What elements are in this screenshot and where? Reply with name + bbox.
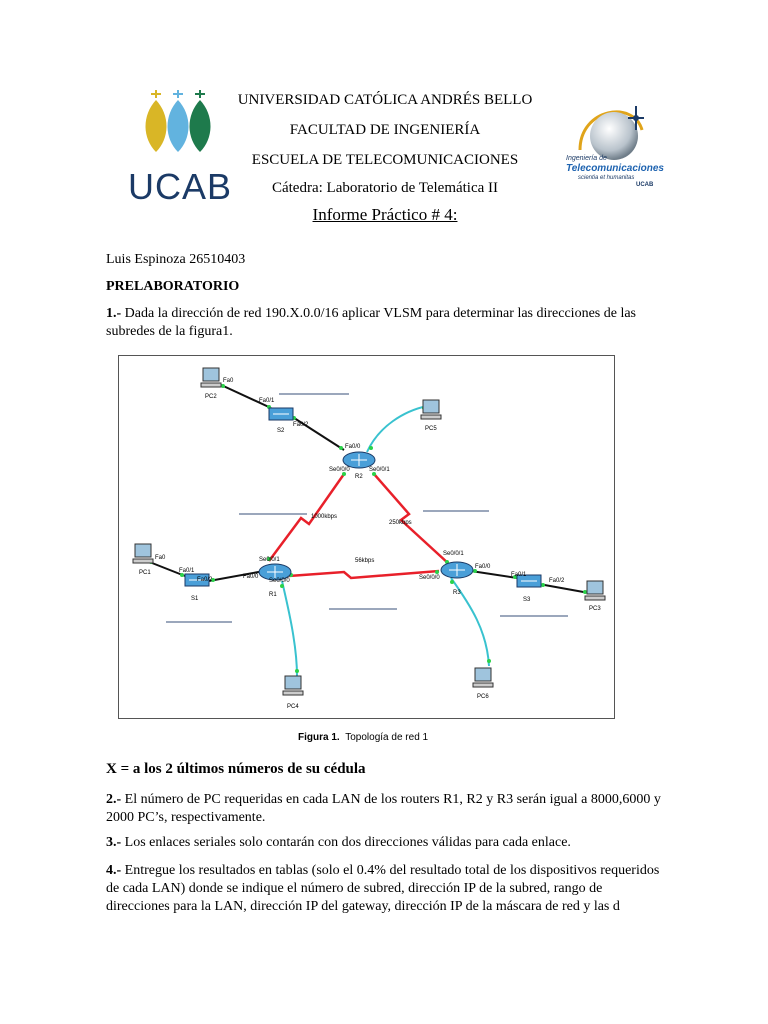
label-pc3: PC3 bbox=[589, 606, 601, 612]
telecom-logo-line4: UCAB bbox=[636, 182, 654, 188]
port-r1-fa00: Fa0/0 bbox=[243, 574, 259, 580]
pc6-icon bbox=[473, 668, 493, 687]
faculty-name: FACULTAD DE INGENIERÍA bbox=[289, 122, 481, 138]
port-s3-fa02: Fa0/2 bbox=[549, 578, 565, 584]
label-s2: S2 bbox=[277, 428, 285, 434]
topology-figure bbox=[118, 355, 615, 719]
port-r1-se001: Se0/0/1 bbox=[259, 557, 280, 563]
cable-r2-pc5 bbox=[367, 406, 427, 452]
serial-link-r2-r3 bbox=[374, 474, 449, 564]
telecom-logo-line1: Ingeniería de bbox=[566, 155, 607, 162]
pc2-icon bbox=[201, 368, 221, 387]
r3-router-icon bbox=[441, 562, 473, 578]
serial-link-r1-r3 bbox=[289, 571, 439, 578]
author-line: Luis Espinoza 26510403 bbox=[106, 252, 246, 267]
label-r2: R2 bbox=[355, 474, 363, 480]
school-name: ESCUELA DE TELECOMUNICACIONES bbox=[251, 152, 519, 168]
pc5-icon bbox=[421, 400, 441, 419]
figure-caption bbox=[298, 732, 428, 743]
x-rule: X = a los 2 últimos números de su cédula bbox=[106, 761, 366, 777]
label-pc2: PC2 bbox=[205, 394, 217, 400]
report-title: Informe Práctico # 4: bbox=[312, 205, 458, 224]
item-2-text: El número de PC requeridas en cada LAN de los routers R1, R2 y R3 serán igual a 8000,6000 y 2000 PC’s, respectivamente. bbox=[106, 792, 661, 825]
port-r1-se000: Se0/0/0 bbox=[269, 578, 290, 584]
yellow-leaf bbox=[146, 90, 167, 152]
item-4-text: Entregue los resultados en tablas (solo el 0.4% del resultado total de los dispositivos requeridos de cada LAN) donde se indique el número de subred, dirección IP de la subred, rango de direcciones para la LAN, dirección IP del gateway, dirección IP de la máscara de red y las d bbox=[106, 863, 660, 914]
port-s2-fa01: Fa0/1 bbox=[259, 398, 275, 404]
label-r1: R1 bbox=[269, 592, 277, 598]
globe-icon bbox=[580, 106, 644, 160]
topology-diagram bbox=[119, 356, 614, 718]
item-1-number: 1.- bbox=[106, 306, 122, 321]
item-1 bbox=[106, 305, 666, 341]
link-label-r1-r2: 1000kbps bbox=[311, 514, 338, 520]
port-r2-se001: Se0/0/1 bbox=[369, 467, 390, 473]
label-s1: S1 bbox=[191, 596, 199, 602]
pc3-icon bbox=[585, 581, 605, 600]
cable-pc2-s2 bbox=[219, 384, 271, 408]
link-status-dots bbox=[149, 384, 587, 673]
port-s1-fa02: Fa0/2 bbox=[197, 577, 213, 583]
port-s3-fa01: Fa0/1 bbox=[511, 572, 527, 578]
label-s3: S3 bbox=[523, 597, 531, 603]
telecom-logo-line2: Telecomunicaciones bbox=[566, 163, 664, 174]
label-pc1: PC1 bbox=[139, 570, 151, 576]
label-r3: R3 bbox=[453, 590, 461, 596]
port-r2-se000: Se0/0/0 bbox=[329, 467, 350, 473]
r2-router-icon bbox=[343, 452, 375, 468]
figure-caption-text: Topología de red 1 bbox=[345, 732, 429, 743]
label-pc4: PC4 bbox=[287, 704, 299, 710]
pc4-icon bbox=[283, 676, 303, 695]
telecom-logo-line3: scientia et humanitas bbox=[578, 175, 635, 181]
course-name: Cátedra: Laboratorio de Telemática II bbox=[271, 180, 499, 196]
port-r3-fa00: Fa0/0 bbox=[475, 564, 491, 570]
s2-switch-icon bbox=[269, 408, 293, 420]
item-4-number: 4.- bbox=[106, 863, 122, 878]
item-3-text: Los enlaces seriales solo contarán con dos direcciones válidas para cada enlace. bbox=[121, 835, 571, 850]
ucab-logo-text: UCAB bbox=[128, 166, 233, 207]
port-r2-fa00: Fa0/0 bbox=[345, 444, 361, 450]
label-pc5: PC5 bbox=[425, 426, 437, 432]
port-s2-fa02: Fa0/2 bbox=[293, 422, 309, 428]
label-pc6: PC6 bbox=[477, 694, 489, 700]
university-name: UNIVERSIDAD CATÓLICA ANDRÉS BELLO bbox=[237, 92, 533, 108]
item-3 bbox=[106, 834, 666, 852]
port-r3-se001: Se0/0/1 bbox=[443, 551, 464, 557]
pc1-icon bbox=[133, 544, 153, 563]
section-heading: PRELABORATORIO bbox=[106, 279, 240, 294]
figure-caption-label: Figura 1. bbox=[298, 732, 340, 743]
cable-r1-pc4 bbox=[282, 581, 297, 676]
link-label-r2-r3: 250kbps bbox=[389, 520, 412, 526]
cable-s3-pc3 bbox=[539, 584, 589, 593]
item-2-number: 2.- bbox=[106, 792, 122, 807]
port-s1-fa01: Fa0/1 bbox=[179, 568, 195, 574]
link-label-r1-r3: 56kbps bbox=[355, 558, 375, 564]
item-4 bbox=[106, 862, 666, 916]
item-1-text: Dada la dirección de red 190.X.0.0/16 aplicar VLSM para determinar las direcciones de las subredes de la figura1. bbox=[106, 306, 636, 339]
telecom-logo bbox=[562, 100, 672, 190]
item-2 bbox=[106, 791, 666, 827]
port-pc2-fa0: Fa0 bbox=[223, 378, 234, 384]
port-pc1-fa0: Fa0 bbox=[155, 555, 166, 561]
item-3-number: 3.- bbox=[106, 835, 122, 850]
port-r3-se000: Se0/0/0 bbox=[419, 575, 440, 581]
